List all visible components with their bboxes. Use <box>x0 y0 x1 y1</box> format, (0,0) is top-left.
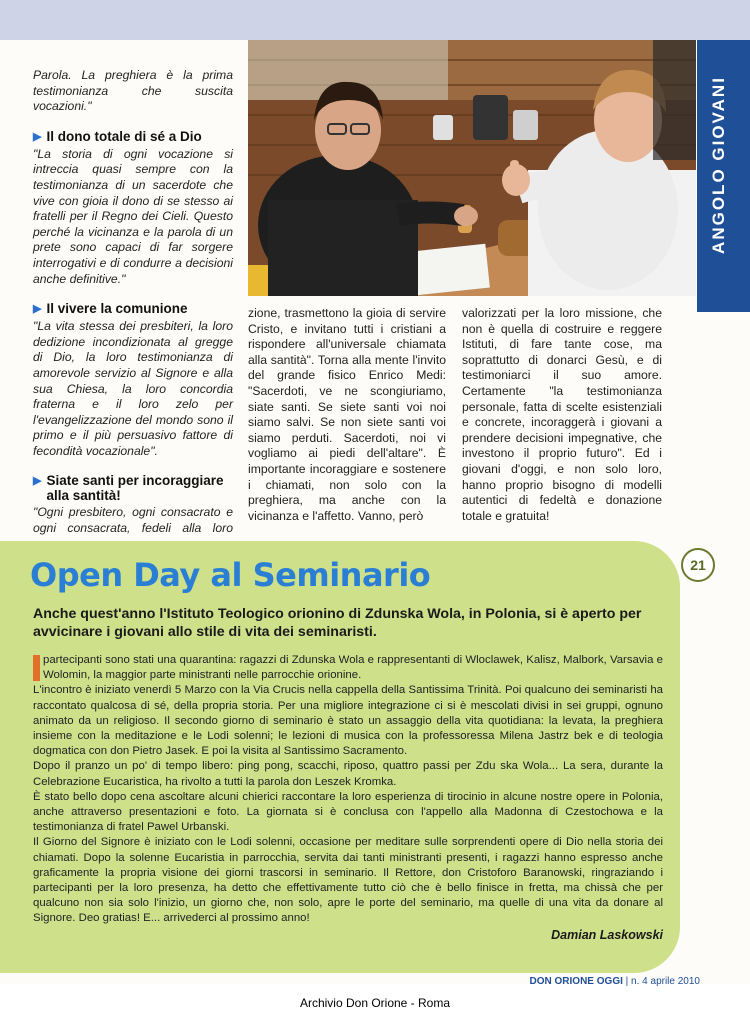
subheading-text: Il vivere la comunione <box>46 301 188 317</box>
section-text: "La storia di ogni vocazione si intreccia quasi sempre con la testimonianza di un sacerdote che vive con gioia il dono di se stesso ai fratelli per il Regno dei Cieli. Questo perché la vicinanza e la parola di un prete sono capaci di far sorgere interrogativi e di condurre a decisioni anche definitive." <box>33 146 233 286</box>
box-author: Damian Laskowski <box>551 928 663 942</box>
subheading-text: Siate santi per incoraggiare alla santità! <box>46 473 224 504</box>
footer-separator: | <box>625 976 632 987</box>
box-paragraph: È stato bello dopo cena ascoltare alcuni chierici raccontare la loro esperienza di tirocinio in alcune nostre opere in Polonia, anche attraverso presentazioni e foto. La giornata si è conclusa con l'appello alla Madonna di Czestochowa e la testimonianza di fratel Pawel Urbanski. <box>33 790 663 834</box>
section-text: "La vita stessa dei presbiteri, la loro dedizione incondizionata al gregge di Dio, la loro testimonianza di amorevole servizio al Signore e alla sua Chiesa, la loro concordia fraterna e il loro zelo per l'evangelizzazione del mondo sono il primo e il più persuasivo fattore di fecondità vocazionale". <box>33 319 233 458</box>
box-paragraph: L'incontro è iniziato venerdì 5 Marzo con la Via Crucis nella cappella della Santissima Trinità. Poi qualcuno dei seminaristi ha raccontato qualcosa di sé, della propria storia. Per una migliore integrazione ci si è mescolati divisi in sei gruppi, ognuno animato da un religioso. Il secondo giorno di seminario è stato un assaggio della vita quotidiana: la levata, la preghiera insieme con la meditazione e le Lodi solenni; le lezioni di musica con la professoressa Milena Jastrz bek e di teologia dogmatica con don Pietro Jasek. E poi la visita al Santissimo Sacramento. <box>33 684 663 758</box>
column-2-text: zione, trasmettono la gioia di servire Cristo, e invitano tutti i cristiani a rispondere all'universale chiamata alla santità". Torna alla mente l'invito del grande fisico Enrico Medi: "Sacerdoti, ve ne scongiuriamo, siate santi. Se siete santi voi noi siamo salvi. Se non siete santi voi siamo perduti. Sacerdoti, noi vi vogliamo ai piedi dell'altare". È importante incoraggiare e sostenere i chiamati, non solo con la preghiera, ma anche con la vicinanza e l'affetto. Vanno, però <box>248 306 446 523</box>
column-1-intro: Parola. La preghiera è la prima testimonianza che suscita vocazioni." <box>33 68 233 114</box>
triangle-bullet-icon: ▶ <box>33 130 42 143</box>
subheading-text: Il dono totale di sé a Dio <box>46 128 202 144</box>
box-paragraph: Dopo il pranzo un po' di tempo libero: ping pong, scacchi, riposo, quattro passi per Zdu ska Wola... La sera, durante la Celebrazione Eucaristica, ha rivolto a tutti la parola don Leszek Kromka. <box>33 760 663 788</box>
issue-info: n. 4 aprile 2010 <box>631 976 700 987</box>
section-text: "Ogni presbitero, ogni consacrato e ogni consacrata, fedeli alla loro <box>33 505 233 536</box>
column-2 <box>248 306 446 524</box>
triangle-bullet-icon: ▶ <box>33 475 42 488</box>
top-band <box>0 0 750 44</box>
box-lead: Anche quest'anno l'Istituto Teologico orionino di Zdunska Wola, in Polonia, si è aperto per avvicinare i giovani allo stile di vita dei seminaristi. <box>33 606 642 640</box>
subheading-siate-santi <box>33 473 233 503</box>
dropcap-mark <box>33 655 40 681</box>
archive-caption: Archivio Don Orione - Roma <box>299 996 451 1010</box>
triangle-bullet-icon: ▶ <box>33 303 42 316</box>
box-title: Open Day al Seminario <box>30 556 431 594</box>
magazine-name: DON ORIONE OGGI <box>529 976 623 987</box>
column-1 <box>33 68 233 552</box>
article-photo <box>248 40 696 296</box>
box-paragraph-text: partecipanti sono stati una quarantina: ragazzi di Zdunska Wola e rappresentanti di Wloclawek, Kalisz, Malbork, Varsavia e Wolomin, la maggior parte ministranti nelle parrocchie orionine. <box>43 654 663 682</box>
box-paragraph <box>33 653 663 683</box>
box-body <box>33 653 663 927</box>
section-tab-label: ANGOLO GIOVANI <box>709 76 728 254</box>
page-footer <box>500 976 700 987</box>
subheading-dono-totale <box>33 129 233 145</box>
page-number: 21 <box>681 548 715 582</box>
column-3 <box>462 306 662 524</box>
column-3-text: valorizzati per la loro missione, che non è quella di costruire e reggere Istituti, di fare tante cose, ma soprattutto di donarci Gesù, e di testimoniarci il suo amore. Certamente "la testimonianza personale, fatta di scelte esistenziali e concrete, incoraggerà i giovani a prendere decisioni impegnative, che investono il proprio futuro". Ed i giovani d'oggi, e non solo loro, hanno proprio bisogno di modelli autentici di fedeltà e donazione totale e gratuita! <box>462 306 662 523</box>
box-paragraph: Il Giorno del Signore è iniziato con le Lodi solenni, occasione per meditare sulle sorprendenti opere di Dio nella storia dei chiamati. Dopo la solenne Eucaristia in parrocchia, servita dai tanti ministranti presenti, i ragazzi hanno espresso anche graficamente la propria visione dei giorni trascorsi in seminario. Il Rettore, don Cristoforo Baranowski, ringraziando i partecipanti per la loro presenza, ha detto che effettivamente tutto ciò che è bello finisce in fretta, ma chissà che per qualcuno non sia solo l'inizio, un giorno che, non solo, apre le porte del seminario, ma quelle di una vita da donare al Signore. Deo gratias! E... arrivederci al prossimo anno! <box>33 836 663 925</box>
photo-illustration <box>248 40 696 296</box>
subheading-comunione <box>33 301 233 317</box>
